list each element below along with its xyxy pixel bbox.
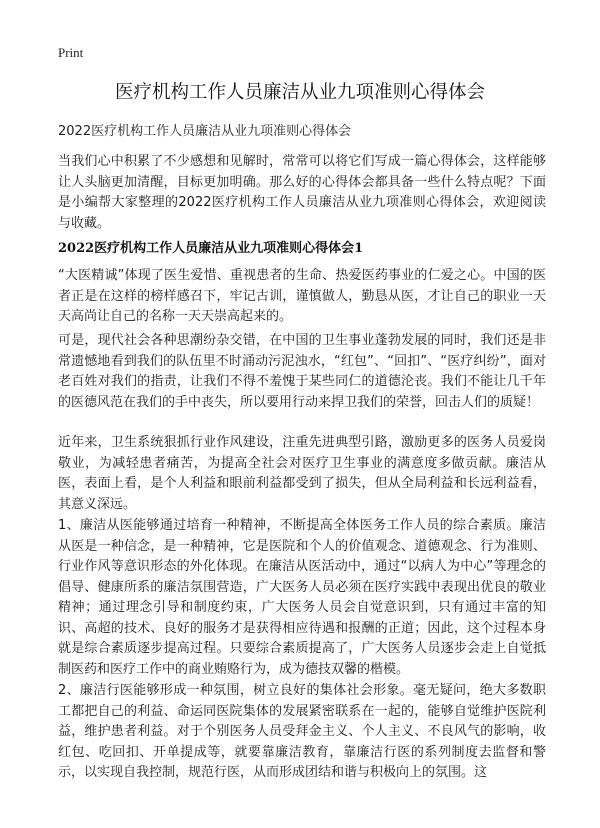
paragraph-1: “大医精诚”体现了医生爱惜、重视患者的生命、热爱医药事业的仁爱之心。中国的医者正是在这样的榜样感召下，牢记古训，谨慎做人，勤恳从医，才让自己的职业一天天高尚让自己的名称一天天崇高起来的。 <box>58 268 546 324</box>
paragraph-3: 近年来，卫生系统狠抓行业作风建设，注重先进典型引路，激励更多的医务人员爱岗敬业，为减轻患者痛苦，为提高全社会对医疗卫生事业的满意度多做贡献。廉洁从医，表面上看，是个人利益和眼前利益都受到了损失，但从全局利益和长远利益看，其意义深远。 <box>58 435 546 512</box>
document-subtitle: 2022医疗机构工作人员廉洁从业九项准则心得体会 <box>58 124 352 139</box>
page-title: 医疗机构工作人员廉洁从业九项准则心得体会 <box>114 82 485 103</box>
paragraph-4: 1、廉洁从医能够通过培育一种精神，不断提高全体医务工作人员的综合素质。廉洁从医是一种信念，是一种精神，它是医院和个人的价值观念、道德观念、行为准则、行业作风等意识形态的外化体现。在廉洁从医活动中，通过“以病人为中心”等理念的倡导、健康所系的廉洁氛围营造，广大医务人员必须在医疗实践中表现出优良的敬业精神；通过理念引导和制度约束，广大医务人员会自觉意识到，只有通过丰富的知识、高超的技术、良好的服务才是获得相应待遇和报酬的正道；因此，这个过程本身就是综合素质逐步提高过程。只要综合素质提高了，广大医务人员逐步会走上自觉抵制医药和医疗工作中的商业贿赂行为，成为德技双馨的楷模。 <box>58 518 546 677</box>
section-heading: 2022医疗机构工作人员廉洁从业九项准则心得体会1 <box>58 241 364 256</box>
print-link[interactable]: Print <box>58 45 84 60</box>
intro-paragraph: 当我们心中积累了不少感想和见解时，常常可以将它们写成一篇心得体会，这样能够让人头脑更加清醒，目标更加明确。那么好的心得体会都具备一些什么特点呢？下面是小编帮大家整理的2022医疗机构工作人员廉洁从业九项准则心得体会，欢迎阅读与收藏。 <box>58 154 546 231</box>
paragraph-5: 2、廉洁行医能够形成一种氛围，树立良好的集体社会形象。毫无疑问，绝大多数职工都把自己的利益、命运同医院集体的发展紧密联系在一起的，能够自觉维护医院利益，维护患者利益。对于个别医务人员受拜金主义、个人主义、不良风气的影响，收红包、吃回扣、开单提成等，就要靠廉洁教育，靠廉洁行医的系列制度去监督和警示，以实现自我控制，规范行医，从而形成团结和谐与积极向上的氛围。这 <box>58 683 546 780</box>
paragraph-2: 可是，现代社会各种思潮纷杂交错，在中国的卫生事业蓬勃发展的同时，我们还是非常遗憾地看到我们的队伍里不时涌动污泥浊水，“红包”、“回扣”、“医疗纠纷”，面对老百姓对我们的指责，让我们不得不羞愧于某些同仁的道德沦丧。我们不能让几千年的医德风范在我们的手中丧失，所以要用行动来捍卫我们的荣誉，回击人们的质疑！ <box>58 333 546 410</box>
